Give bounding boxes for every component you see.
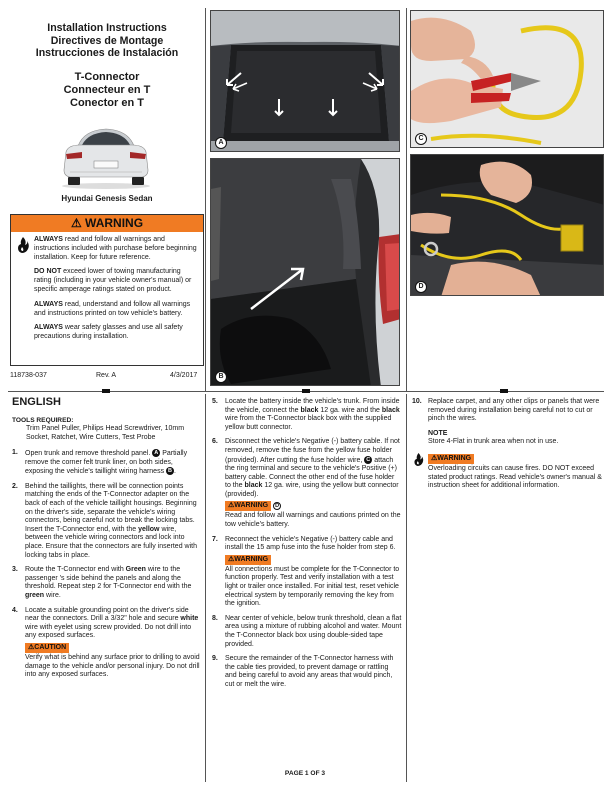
step-6: 6. Disconnect the vehicle's Negative (-) battery cable. If not removed, remove the fuse from the yellow fuse holder (provided). After cutting the fuse holder wire, C attach the ring terminal and secure to the vehicle's Positive (+) battery cable. Connect the other end of the fuse holder to the black 12 ga. wire, using the yellow butt connector (provided). ⚠WARNING D Read and follow all warnings and cautions printed on the tow vehicle's battery. — [212, 438, 401, 528]
product-spanish: Conector en T — [70, 96, 144, 109]
warning-list — [34, 236, 200, 348]
caution-triangle-icon: ⚠ — [28, 643, 35, 651]
title-french: Directives de Montage — [50, 34, 164, 47]
photo-c-image — [411, 11, 604, 148]
column-1 — [12, 398, 200, 686]
photo-label-b: B — [215, 371, 227, 383]
step-7: 7. Reconnect the vehicle's Negative (-) battery cable and install the 15 amp fuse into the fuse holder from step 6. ⚠WARNING All connections must be complete for the T-Connector to function properly. Test and verify installation with a test light or trailer once installed. For initial test, reset vehicle electrical system by temporarily removing the key from the ignition. — [212, 536, 402, 609]
title-block — [12, 22, 202, 110]
page-number: PAGE 1 OF 3 — [284, 770, 326, 777]
step-8: 8. Near center of vehicle, below trunk threshold, clean a flat area using a mixture of rubbing alcohol and water. Mount the T-Connector black box using double-sided tape provided. — [212, 614, 402, 648]
note-heading: NOTE — [428, 429, 448, 437]
fire-hand-icon — [15, 236, 31, 254]
warning-badge: ⚠WARNING — [428, 454, 474, 464]
step-2: 2. Behind the taillights, there will be connection points matching the ends of the T-Connector adapter on the back of each of the vehicle taillight housings. Beginning on the driver's side, separate the vehicle's wiring connectors, being careful not to break the locking tabs. Insert the T-Connector end, with the yellow wire, between the vehicle wiring connectors and lock into place. Ensure that the connectors are fully inserted with locking tabs in place. — [12, 482, 197, 559]
warning-heading: ⚠ WARNING — [11, 215, 203, 232]
product-english: T-Connector — [74, 70, 140, 83]
warning-item: ALWAYS read, understand and follow all warnings and instructions printed on tow vehicle's battery. — [34, 300, 191, 317]
warning-item: DO NOT exceed lower of towing manufacturing rating (including in your vehicle owner's manual) or specific amperage ratings stated on product. — [34, 268, 192, 293]
document-date: 4/3/2017 — [170, 372, 198, 379]
divider-column-1 — [205, 394, 206, 782]
divider-tick — [102, 389, 110, 393]
divider-tick — [302, 389, 310, 393]
photo-ref-d-icon: D — [273, 502, 281, 510]
photo-label-d: D — [415, 281, 427, 293]
photo-ref-b-icon: B — [166, 467, 174, 475]
photo-d-fuse-holder — [410, 154, 604, 296]
title-english: Installation Instructions — [47, 22, 167, 34]
fire-hand-icon — [412, 452, 425, 467]
step-1: 1. Open trunk and remove threshold panel. A Partially remove the corner felt trunk liner, on both sides, exposing the vehicle's taillight wiring harness B . — [12, 449, 188, 476]
warning-text: All connections must be complete for the T-Connector to function properly. Test and verify installation with a test light or trailer once installed. For initial test, reset vehicle electrical system by temporarily removing the key from the ignition. — [225, 565, 400, 608]
photo-c-cutting — [410, 10, 604, 148]
step-9: 9. Secure the remainder of the T-Connector harness with the cable ties provided, to prevent damage or rattling and being careful to avoid any areas that would pinch, cut or melt the wire. — [212, 655, 394, 688]
photo-ref-c-icon: C — [364, 456, 372, 464]
revision: Rev. A — [96, 372, 117, 379]
photo-ref-a-icon: A — [152, 449, 160, 457]
column-3 — [412, 398, 604, 491]
column-2 — [212, 398, 402, 695]
vehicle-model: Hyundai Genesis Sedan — [61, 194, 153, 203]
step-10: 10. Replace carpet, and any other clips or panels that were removed during installation being careful not to cut or pinch the wires. — [412, 398, 600, 423]
step-5: 5. Locate the battery inside the vehicle's trunk. From inside the vehicle, connect the black 12 ga. wire and the black wire from the T-Connector black box with the supplied yellow butt connector. — [212, 398, 400, 431]
step-4: 4. Locate a suitable grounding point on the driver's side near the connectors. Drill a 3/32" hole and secure white wire with eyelet using screw provided. Do not drill into any exposed surfaces. ⚠CAUTION Verify what is behind any surface prior to drilling to avoid damage to the vehicle and/or personal injury. Do not drill into any exposed surfaces. — [12, 606, 200, 679]
photo-a-image — [211, 11, 400, 152]
note-text: Store 4-Flat in trunk area when not in use. — [428, 438, 559, 446]
photo-d-image — [411, 155, 604, 296]
photo-a-trunk — [210, 10, 400, 152]
photo-label-a: A — [215, 137, 227, 149]
warning-triangle-icon: ⚠ — [228, 502, 235, 510]
warning-triangle-icon: ⚠ — [228, 555, 235, 563]
tools-list: Trim Panel Puller, Philips Head Screwdriver, 10mm Socket, Ratchet, Wire Cutters, Test Probe — [26, 425, 185, 441]
warning-text: Overloading circuits can cause fires. DO NOT exceed stated product ratings. Read vehicle's owner's manual & instruction sheet for additional information. — [428, 464, 602, 490]
caution-badge: ⚠CAUTION — [25, 643, 69, 653]
divider-column-2 — [406, 394, 407, 782]
warning-item: ALWAYS read and follow all warnings and instructions included with purchase before beginning installation. Keep for future reference. — [34, 236, 197, 261]
vehicle-rear-image — [58, 124, 154, 190]
warning-text: Read and follow all warnings and cautions printed on the tow vehicle's battery. — [225, 512, 401, 528]
warning-badge: ⚠WARNING — [225, 501, 271, 511]
section-heading-english: ENGLISH — [12, 396, 61, 408]
warning-triangle-icon: ⚠ — [70, 216, 82, 230]
warning-triangle-icon: ⚠ — [431, 454, 438, 462]
part-number: 118738-037 — [10, 372, 47, 379]
divider-tick — [500, 389, 508, 393]
tools-heading: TOOLS REQUIRED: — [12, 416, 74, 424]
warning-badge: ⚠WARNING — [225, 555, 271, 565]
photo-label-c: C — [415, 133, 427, 145]
title-spanish: Instrucciones de Instalación — [35, 47, 179, 59]
divider-header-left — [205, 8, 206, 391]
product-french: Connecteur en T — [63, 83, 151, 96]
step-3: 3. Route the T-Connector end with Green wire to the passenger 's side behind the panels and along the threshold. Repeat step 2 for T-Connector end with the green wire. — [12, 566, 192, 599]
caution-text: Verify what is behind any surface prior to drilling to avoid damage to the vehicle and/or personal injury. Do not drill into any exposed surfaces. — [25, 653, 200, 679]
photo-b-taillight — [210, 158, 400, 386]
photo-b-image — [211, 159, 400, 386]
divider-header-right — [406, 8, 407, 391]
warning-item: ALWAYS wear safety glasses and use all safety precautions during installation. — [34, 324, 183, 341]
